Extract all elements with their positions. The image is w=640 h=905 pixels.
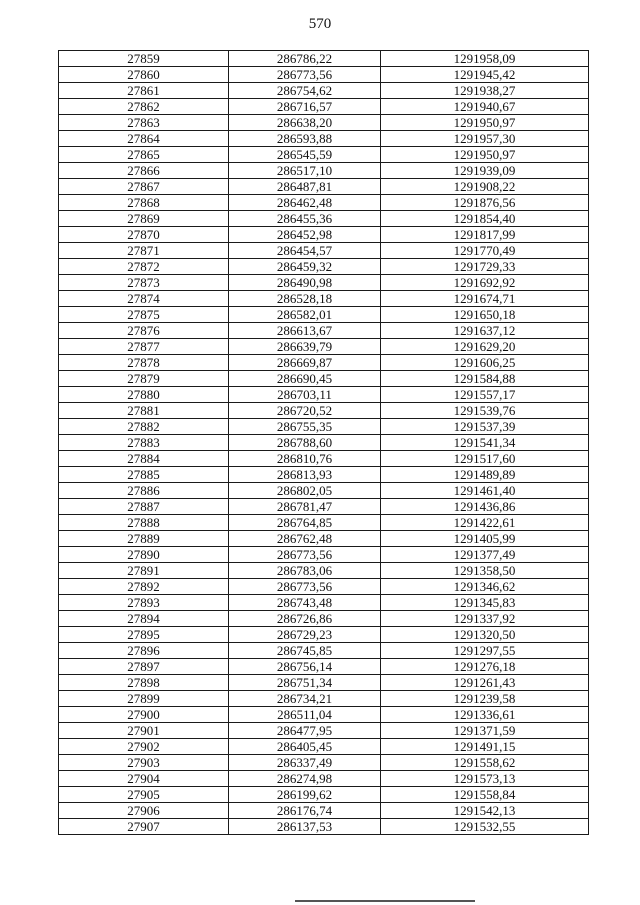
y-coordinate-cell: 1291908,22 <box>381 179 589 195</box>
point-number-cell: 27873 <box>59 275 229 291</box>
y-coordinate-cell: 1291938,27 <box>381 83 589 99</box>
table-row <box>59 291 589 307</box>
x-coordinate-cell: 286786,22 <box>229 51 381 67</box>
x-coordinate-cell: 286462,48 <box>229 195 381 211</box>
x-coordinate-cell: 286754,62 <box>229 83 381 99</box>
table-row <box>59 739 589 755</box>
y-coordinate-cell: 1291276,18 <box>381 659 589 675</box>
y-coordinate-cell: 1291489,89 <box>381 467 589 483</box>
table-row <box>59 131 589 147</box>
x-coordinate-cell: 286487,81 <box>229 179 381 195</box>
point-number-cell: 27903 <box>59 755 229 771</box>
point-number-cell: 27897 <box>59 659 229 675</box>
x-coordinate-cell: 286773,56 <box>229 579 381 595</box>
y-coordinate-cell: 1291584,88 <box>381 371 589 387</box>
y-coordinate-cell: 1291539,76 <box>381 403 589 419</box>
x-coordinate-cell: 286762,48 <box>229 531 381 547</box>
point-number-cell: 27892 <box>59 579 229 595</box>
y-coordinate-cell: 1291692,92 <box>381 275 589 291</box>
y-coordinate-cell: 1291558,84 <box>381 787 589 803</box>
point-number-cell: 27870 <box>59 227 229 243</box>
point-number-cell: 27888 <box>59 515 229 531</box>
y-coordinate-cell: 1291541,34 <box>381 435 589 451</box>
x-coordinate-cell: 286528,18 <box>229 291 381 307</box>
table-row <box>59 531 589 547</box>
point-number-cell: 27902 <box>59 739 229 755</box>
table-row <box>59 515 589 531</box>
y-coordinate-cell: 1291558,62 <box>381 755 589 771</box>
coordinates-table <box>58 50 589 835</box>
point-number-cell: 27884 <box>59 451 229 467</box>
y-coordinate-cell: 1291950,97 <box>381 115 589 131</box>
x-coordinate-cell: 286703,11 <box>229 387 381 403</box>
y-coordinate-cell: 1291817,99 <box>381 227 589 243</box>
y-coordinate-cell: 1291950,97 <box>381 147 589 163</box>
y-coordinate-cell: 1291939,09 <box>381 163 589 179</box>
y-coordinate-cell: 1291405,99 <box>381 531 589 547</box>
table-row <box>59 803 589 819</box>
y-coordinate-cell: 1291537,39 <box>381 419 589 435</box>
point-number-cell: 27863 <box>59 115 229 131</box>
x-coordinate-cell: 286755,35 <box>229 419 381 435</box>
table-row <box>59 691 589 707</box>
point-number-cell: 27906 <box>59 803 229 819</box>
table-row <box>59 51 589 67</box>
point-number-cell: 27869 <box>59 211 229 227</box>
x-coordinate-cell: 286274,98 <box>229 771 381 787</box>
x-coordinate-cell: 286813,93 <box>229 467 381 483</box>
x-coordinate-cell: 286745,85 <box>229 643 381 659</box>
y-coordinate-cell: 1291674,71 <box>381 291 589 307</box>
y-coordinate-cell: 1291629,20 <box>381 339 589 355</box>
y-coordinate-cell: 1291557,17 <box>381 387 589 403</box>
y-coordinate-cell: 1291337,92 <box>381 611 589 627</box>
bottom-rule <box>295 900 475 902</box>
x-coordinate-cell: 286743,48 <box>229 595 381 611</box>
y-coordinate-cell: 1291491,15 <box>381 739 589 755</box>
y-coordinate-cell: 1291573,13 <box>381 771 589 787</box>
point-number-cell: 27868 <box>59 195 229 211</box>
x-coordinate-cell: 286490,98 <box>229 275 381 291</box>
y-coordinate-cell: 1291345,83 <box>381 595 589 611</box>
table-row <box>59 195 589 211</box>
x-coordinate-cell: 286810,76 <box>229 451 381 467</box>
point-number-cell: 27860 <box>59 67 229 83</box>
point-number-cell: 27881 <box>59 403 229 419</box>
table-row <box>59 755 589 771</box>
x-coordinate-cell: 286176,74 <box>229 803 381 819</box>
table-row <box>59 723 589 739</box>
table-row <box>59 707 589 723</box>
table-row <box>59 611 589 627</box>
table-row <box>59 467 589 483</box>
y-coordinate-cell: 1291542,13 <box>381 803 589 819</box>
table-row <box>59 211 589 227</box>
x-coordinate-cell: 286734,21 <box>229 691 381 707</box>
point-number-cell: 27875 <box>59 307 229 323</box>
point-number-cell: 27896 <box>59 643 229 659</box>
y-coordinate-cell: 1291606,25 <box>381 355 589 371</box>
point-number-cell: 27894 <box>59 611 229 627</box>
table-row <box>59 323 589 339</box>
x-coordinate-cell: 286593,88 <box>229 131 381 147</box>
point-number-cell: 27865 <box>59 147 229 163</box>
y-coordinate-cell: 1291957,30 <box>381 131 589 147</box>
x-coordinate-cell: 286639,79 <box>229 339 381 355</box>
table-row <box>59 355 589 371</box>
table-row <box>59 579 589 595</box>
x-coordinate-cell: 286716,57 <box>229 99 381 115</box>
table-row <box>59 483 589 499</box>
y-coordinate-cell: 1291637,12 <box>381 323 589 339</box>
x-coordinate-cell: 286517,10 <box>229 163 381 179</box>
table-row <box>59 595 589 611</box>
x-coordinate-cell: 286405,45 <box>229 739 381 755</box>
point-number-cell: 27871 <box>59 243 229 259</box>
point-number-cell: 27898 <box>59 675 229 691</box>
point-number-cell: 27872 <box>59 259 229 275</box>
table-row <box>59 147 589 163</box>
point-number-cell: 27880 <box>59 387 229 403</box>
point-number-cell: 27867 <box>59 179 229 195</box>
x-coordinate-cell: 286582,01 <box>229 307 381 323</box>
point-number-cell: 27890 <box>59 547 229 563</box>
point-number-cell: 27893 <box>59 595 229 611</box>
y-coordinate-cell: 1291371,59 <box>381 723 589 739</box>
table-row <box>59 435 589 451</box>
table-row <box>59 163 589 179</box>
point-number-cell: 27885 <box>59 467 229 483</box>
x-coordinate-cell: 286455,36 <box>229 211 381 227</box>
y-coordinate-cell: 1291650,18 <box>381 307 589 323</box>
point-number-cell: 27859 <box>59 51 229 67</box>
x-coordinate-cell: 286788,60 <box>229 435 381 451</box>
table-row <box>59 403 589 419</box>
x-coordinate-cell: 286137,53 <box>229 819 381 835</box>
point-number-cell: 27899 <box>59 691 229 707</box>
point-number-cell: 27879 <box>59 371 229 387</box>
y-coordinate-cell: 1291854,40 <box>381 211 589 227</box>
point-number-cell: 27878 <box>59 355 229 371</box>
x-coordinate-cell: 286729,23 <box>229 627 381 643</box>
table-row <box>59 499 589 515</box>
table-row <box>59 115 589 131</box>
point-number-cell: 27882 <box>59 419 229 435</box>
table-row <box>59 771 589 787</box>
point-number-cell: 27886 <box>59 483 229 499</box>
table-row <box>59 259 589 275</box>
table-row <box>59 307 589 323</box>
y-coordinate-cell: 1291261,43 <box>381 675 589 691</box>
x-coordinate-cell: 286773,56 <box>229 67 381 83</box>
x-coordinate-cell: 286726,86 <box>229 611 381 627</box>
point-number-cell: 27876 <box>59 323 229 339</box>
table-row <box>59 563 589 579</box>
x-coordinate-cell: 286454,57 <box>229 243 381 259</box>
table-row <box>59 627 589 643</box>
table-row <box>59 99 589 115</box>
page-number: 570 <box>308 16 332 32</box>
x-coordinate-cell: 286690,45 <box>229 371 381 387</box>
y-coordinate-cell: 1291729,33 <box>381 259 589 275</box>
table-row <box>59 179 589 195</box>
x-coordinate-cell: 286477,95 <box>229 723 381 739</box>
point-number-cell: 27861 <box>59 83 229 99</box>
point-number-cell: 27907 <box>59 819 229 835</box>
x-coordinate-cell: 286452,98 <box>229 227 381 243</box>
x-coordinate-cell: 286638,20 <box>229 115 381 131</box>
y-coordinate-cell: 1291532,55 <box>381 819 589 835</box>
y-coordinate-cell: 1291336,61 <box>381 707 589 723</box>
table-row <box>59 339 589 355</box>
y-coordinate-cell: 1291239,58 <box>381 691 589 707</box>
table-row <box>59 371 589 387</box>
table-row <box>59 275 589 291</box>
table-row <box>59 659 589 675</box>
table-row <box>59 243 589 259</box>
point-number-cell: 27883 <box>59 435 229 451</box>
point-number-cell: 27874 <box>59 291 229 307</box>
point-number-cell: 27889 <box>59 531 229 547</box>
x-coordinate-cell: 286783,06 <box>229 563 381 579</box>
point-number-cell: 27901 <box>59 723 229 739</box>
x-coordinate-cell: 286199,62 <box>229 787 381 803</box>
y-coordinate-cell: 1291422,61 <box>381 515 589 531</box>
x-coordinate-cell: 286802,05 <box>229 483 381 499</box>
y-coordinate-cell: 1291461,40 <box>381 483 589 499</box>
table-row <box>59 675 589 691</box>
y-coordinate-cell: 1291436,86 <box>381 499 589 515</box>
table-row <box>59 387 589 403</box>
y-coordinate-cell: 1291320,50 <box>381 627 589 643</box>
y-coordinate-cell: 1291876,56 <box>381 195 589 211</box>
x-coordinate-cell: 286669,87 <box>229 355 381 371</box>
table-row <box>59 451 589 467</box>
point-number-cell: 27895 <box>59 627 229 643</box>
table-row <box>59 419 589 435</box>
table-row <box>59 643 589 659</box>
table-row <box>59 787 589 803</box>
y-coordinate-cell: 1291297,55 <box>381 643 589 659</box>
x-coordinate-cell: 286337,49 <box>229 755 381 771</box>
y-coordinate-cell: 1291358,50 <box>381 563 589 579</box>
x-coordinate-cell: 286459,32 <box>229 259 381 275</box>
x-coordinate-cell: 286781,47 <box>229 499 381 515</box>
table-row <box>59 819 589 835</box>
x-coordinate-cell: 286764,85 <box>229 515 381 531</box>
point-number-cell: 27891 <box>59 563 229 579</box>
point-number-cell: 27904 <box>59 771 229 787</box>
x-coordinate-cell: 286545,59 <box>229 147 381 163</box>
table-row <box>59 83 589 99</box>
table-row <box>59 227 589 243</box>
point-number-cell: 27900 <box>59 707 229 723</box>
point-number-cell: 27887 <box>59 499 229 515</box>
y-coordinate-cell: 1291517,60 <box>381 451 589 467</box>
point-number-cell: 27866 <box>59 163 229 179</box>
point-number-cell: 27877 <box>59 339 229 355</box>
x-coordinate-cell: 286751,34 <box>229 675 381 691</box>
table-row <box>59 67 589 83</box>
y-coordinate-cell: 1291940,67 <box>381 99 589 115</box>
y-coordinate-cell: 1291958,09 <box>381 51 589 67</box>
y-coordinate-cell: 1291377,49 <box>381 547 589 563</box>
y-coordinate-cell: 1291945,42 <box>381 67 589 83</box>
x-coordinate-cell: 286773,56 <box>229 547 381 563</box>
coordinates-table-body <box>59 51 589 835</box>
y-coordinate-cell: 1291346,62 <box>381 579 589 595</box>
point-number-cell: 27862 <box>59 99 229 115</box>
table-row <box>59 547 589 563</box>
y-coordinate-cell: 1291770,49 <box>381 243 589 259</box>
x-coordinate-cell: 286720,52 <box>229 403 381 419</box>
x-coordinate-cell: 286511,04 <box>229 707 381 723</box>
point-number-cell: 27864 <box>59 131 229 147</box>
point-number-cell: 27905 <box>59 787 229 803</box>
x-coordinate-cell: 286756,14 <box>229 659 381 675</box>
x-coordinate-cell: 286613,67 <box>229 323 381 339</box>
